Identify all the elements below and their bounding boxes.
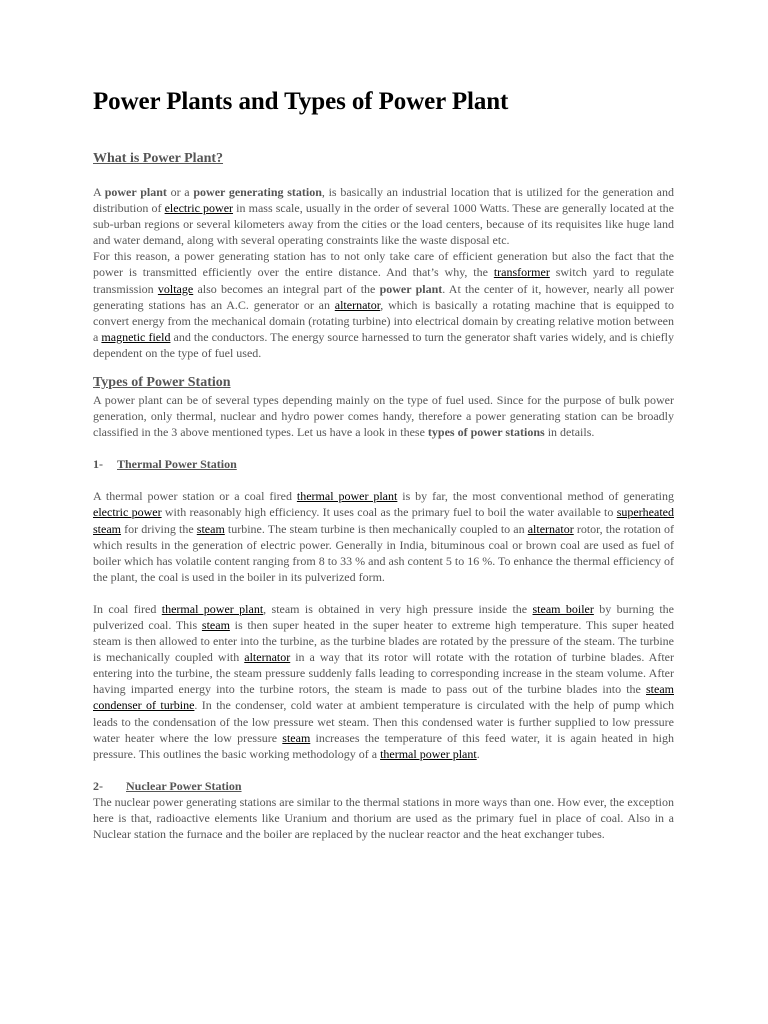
text-span: also becomes an integral part of the bbox=[193, 281, 380, 296]
link-steam-boiler[interactable]: steam boiler bbox=[532, 601, 594, 616]
text-span: A thermal power station or a coal fired bbox=[93, 489, 297, 504]
link-steam[interactable]: steam bbox=[201, 617, 230, 632]
link-thermal-power-plant[interactable]: thermal power plant bbox=[161, 601, 264, 616]
text-span: In coal fired bbox=[93, 601, 162, 616]
link-electric-power[interactable]: electric power bbox=[93, 505, 162, 520]
link-steam-condenser-of-turbine[interactable]: steam condenser of turbine bbox=[93, 682, 674, 713]
spacer bbox=[93, 440, 674, 456]
bold-term: power plant bbox=[104, 185, 167, 199]
spacer bbox=[93, 762, 674, 778]
list-number: 2- bbox=[93, 778, 103, 793]
bold-term: power plant bbox=[379, 281, 443, 296]
text-span: A bbox=[93, 185, 105, 199]
paragraph-intro bbox=[93, 184, 674, 248]
text-span: switch yard to regulate transmission bbox=[93, 265, 674, 296]
text-span: in mass scale, usually in the order of several 1000 Watts. These are generally located at the sub-urban regions or several kilometers away from the cities or the load centers, because of its requisites like huge land and water demand, along with several operating constraints like the waste disposal etc. bbox=[93, 201, 674, 248]
spacer bbox=[93, 585, 674, 601]
text-span: increases the temperature of this feed water, it is again heated in high pressure. This outlines the basic working methodology of a bbox=[93, 730, 674, 761]
paragraph-transmission bbox=[93, 248, 674, 361]
list-heading-title: Nuclear Power Station bbox=[126, 778, 242, 793]
section-heading-types-of-power-station: Types of Power Station bbox=[93, 375, 231, 391]
text-span: turbine. The steam turbine is then mechanically coupled to an bbox=[224, 521, 528, 536]
link-alternator[interactable]: alternator bbox=[527, 521, 574, 536]
text-span: in a way that its rotor will rotate with the rotation of turbine blades. After entering into the turbine, the steam pressure suddenly falls leading to corresponding increase in the steam volume. After having imparted energy into the turbine rotors, the steam is made to pass out of the turbine blades into the bbox=[93, 650, 674, 697]
link-voltage[interactable]: voltage bbox=[157, 281, 194, 296]
text-span: rotor, the rotation of which results in the generation of electric power. Generally in India, bituminous coal or brown coal are used as fuel of boiler which has volatile content ranging from 8 to 33 % and ash content 5 to 16 %. To enhance the thermal efficiency of the plant, the coal is used in the boiler in its pulverized form. bbox=[93, 521, 675, 584]
spacer bbox=[93, 472, 674, 488]
text-span: , steam is obtained in very high pressure inside the bbox=[263, 601, 533, 616]
heading-nuclear-power-station bbox=[93, 778, 674, 794]
text-span: is by far, the most conventional method of generating bbox=[397, 489, 675, 504]
text-span: and the conductors. The energy source harnessed to turn the generator shaft varies widely, and is chiefly dependent on the type of fuel used. bbox=[93, 329, 674, 360]
text-span: . bbox=[476, 746, 480, 761]
text-span: for driving the bbox=[121, 521, 197, 536]
list-heading-title: Thermal Power Station bbox=[117, 457, 237, 472]
link-transformer[interactable]: transformer bbox=[493, 265, 550, 280]
paragraph-types bbox=[93, 392, 674, 440]
bold-term: types of power stations bbox=[427, 425, 545, 440]
text-span: is then super heated in the super heater to extreme high temperature. This super heated steam is then allowed to enter into the turbine, as the turbine blades are rotated by the pressure of the steam. The turbine is mechanically coupled with bbox=[93, 617, 674, 665]
text-span: . In the condenser, cold water at ambient temperature is circulated with the help of pump which leads to the condensation of the low pressure wet steam. Then this condensed water is further supplied to low pressure water heater where the low pressure bbox=[93, 698, 675, 745]
bold-term: power generating station bbox=[193, 185, 322, 199]
link-magnetic-field[interactable]: magnetic field bbox=[101, 329, 171, 344]
list-number: 1- bbox=[93, 457, 103, 472]
document-title: Power Plants and Types of Power Plant bbox=[93, 88, 509, 115]
document-body bbox=[93, 86, 674, 842]
link-thermal-power-plant[interactable]: thermal power plant bbox=[380, 746, 477, 761]
link-steam[interactable]: steam bbox=[282, 730, 311, 745]
link-alternator[interactable]: alternator bbox=[244, 650, 291, 665]
text-span: , is basically an industrial location that is utilized for the generation and distribution of bbox=[93, 185, 674, 216]
text-span: or a bbox=[166, 185, 194, 199]
text-span: with reasonably high efficiency. It uses coal as the primary fuel to boil the water available to bbox=[161, 505, 617, 520]
link-electric-power[interactable]: electric power bbox=[164, 201, 234, 216]
text-span: in details. bbox=[544, 425, 595, 440]
text-span: A power plant can be of several types depending mainly on the type of fuel used. Since for the purpose of bulk power generation, only thermal, nuclear and hydro power comes handy, therefore a power generating station can be broadly classified in the 3 above mentioned types. Let us have a look in these bbox=[93, 393, 674, 440]
text-span: For this reason, a power generating station has to not only take care of efficient generation but also the fact that the power is transmitted efficiently over the entire distance. And that’s why, the bbox=[93, 249, 674, 280]
paragraph-nuclear: The nuclear power generating stations are similar to the thermal stations in more ways than one. How ever, the exception here is that, radioactive elements like Uranium and thorium are used as the primary fuel in place of coal. Also in a Nuclear station the furnace and the boiler are replaced by the nuclear reactor and the heat exchanger tubes. bbox=[93, 794, 674, 841]
section-heading-what-is-power-plant: What is Power Plant? bbox=[93, 151, 224, 166]
heading-thermal-power-station bbox=[93, 456, 674, 472]
text-span: . At the center of it, however, nearly all power generating stations has an A.C. generator or an bbox=[93, 281, 674, 312]
link-alternator[interactable]: alternator bbox=[334, 297, 381, 312]
paragraph-thermal-1 bbox=[93, 488, 674, 585]
text-span: , which is basically a rotating machine that is equipped to convert energy from the mechanical domain (rotating turbine) into electrical domain by creating relative motion between a bbox=[93, 297, 674, 344]
text-span: by burning the pulverized coal. This bbox=[93, 601, 674, 632]
link-thermal-power-plant[interactable]: thermal power plant bbox=[296, 489, 398, 504]
paragraph-thermal-2 bbox=[93, 601, 674, 762]
link-steam[interactable]: steam bbox=[196, 521, 225, 536]
link-superheated-steam[interactable]: superheated steam bbox=[93, 505, 674, 536]
